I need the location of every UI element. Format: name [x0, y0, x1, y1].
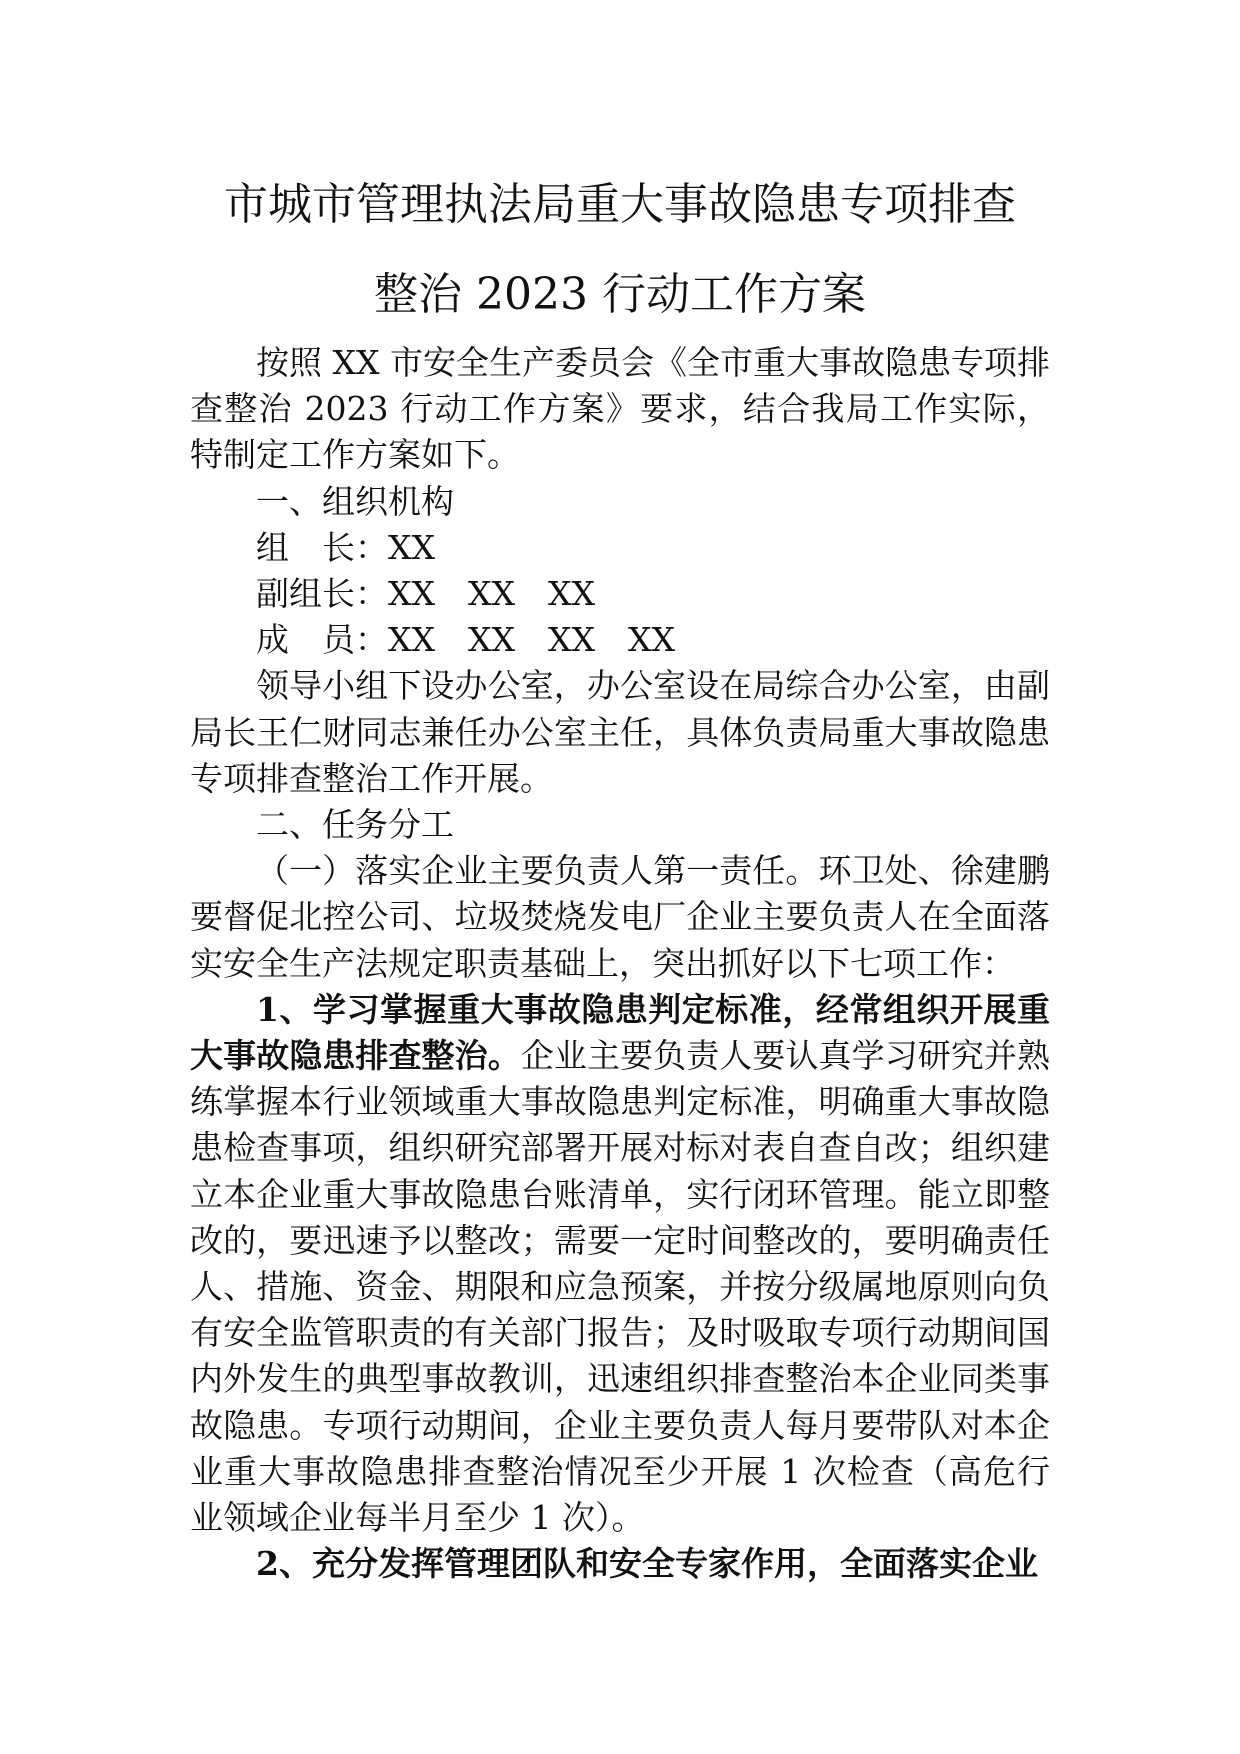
document-body	[190, 340, 1050, 1587]
document-title	[190, 160, 1050, 340]
item-1-bold-lead: 1、学习掌握重大事故隐患判定标准，经常组织开展重大事故隐患排查整治。	[190, 989, 1050, 1076]
item-2-bold-lead: 2、充分发挥管理团队和安全专家作用，全面落实企业	[256, 1544, 1038, 1584]
office-paragraph: 领导小组下设办公室，办公室设在局综合办公室，由副局长王仁财同志兼任办公室主任，具体负责局重大事故隐患专项排查整治工作开展。	[190, 666, 1050, 798]
document-page	[190, 160, 1050, 1587]
members-line: 成 员：XX XX XX XX	[256, 620, 675, 660]
section-heading-organization: 一、组织机构	[256, 481, 454, 521]
item-1-text: 企业主要负责人要认真学习研究并熟练掌握本行业领域重大事故隐患判定标准，明确重大事故隐患检查事项，组织研究部署开展对标对表自查自改；组织建立本企业重大事故隐患台账清单，实行闭环管理。能立即整改的，要迅速予以整改；需要一定时间整改的，要明确责任人、措施、资金、期限和应急预案，并按分级属地原则向负有安全监管职责的有关部门报告；及时吸取专项行动期间国内外发生的典型事故教训，迅速组织排查整治本企业同类事故隐患。专项行动期间，企业主要负责人每月要带队对本企业重大事故隐患排查整治情况至少开展 1 次检查（高危行业领域企业每半月至少 1 次）。	[190, 1036, 1051, 1538]
item-2-paragraph	[190, 1541, 1050, 1587]
item-1-paragraph	[190, 987, 1050, 1541]
intro-paragraph: 按照 XX 市安全生产委员会《全市重大事故隐患专项排查整治 2023 行动工作方案》要求，结合我局工作实际，特制定工作方案如下。	[190, 343, 1050, 475]
deputy-leader-line: 副组长：XX XX XX	[256, 574, 595, 614]
leader-line: 组 长：XX	[256, 527, 435, 567]
section-heading-tasks: 二、任务分工	[256, 805, 454, 845]
task-1-paragraph: （一）落实企业主要负责人第一责任。环卫处、徐建鹏要督促北控公司、垃圾焚烧发电厂企业主要负责人在全面落实安全生产法规定职责基础上，突出抓好以下七项工作：	[190, 851, 1050, 983]
title-line-2: 整治 2023 行动工作方案	[374, 269, 866, 320]
title-line-1: 市城市管理执法局重大事故隐患专项排查	[224, 179, 1016, 230]
